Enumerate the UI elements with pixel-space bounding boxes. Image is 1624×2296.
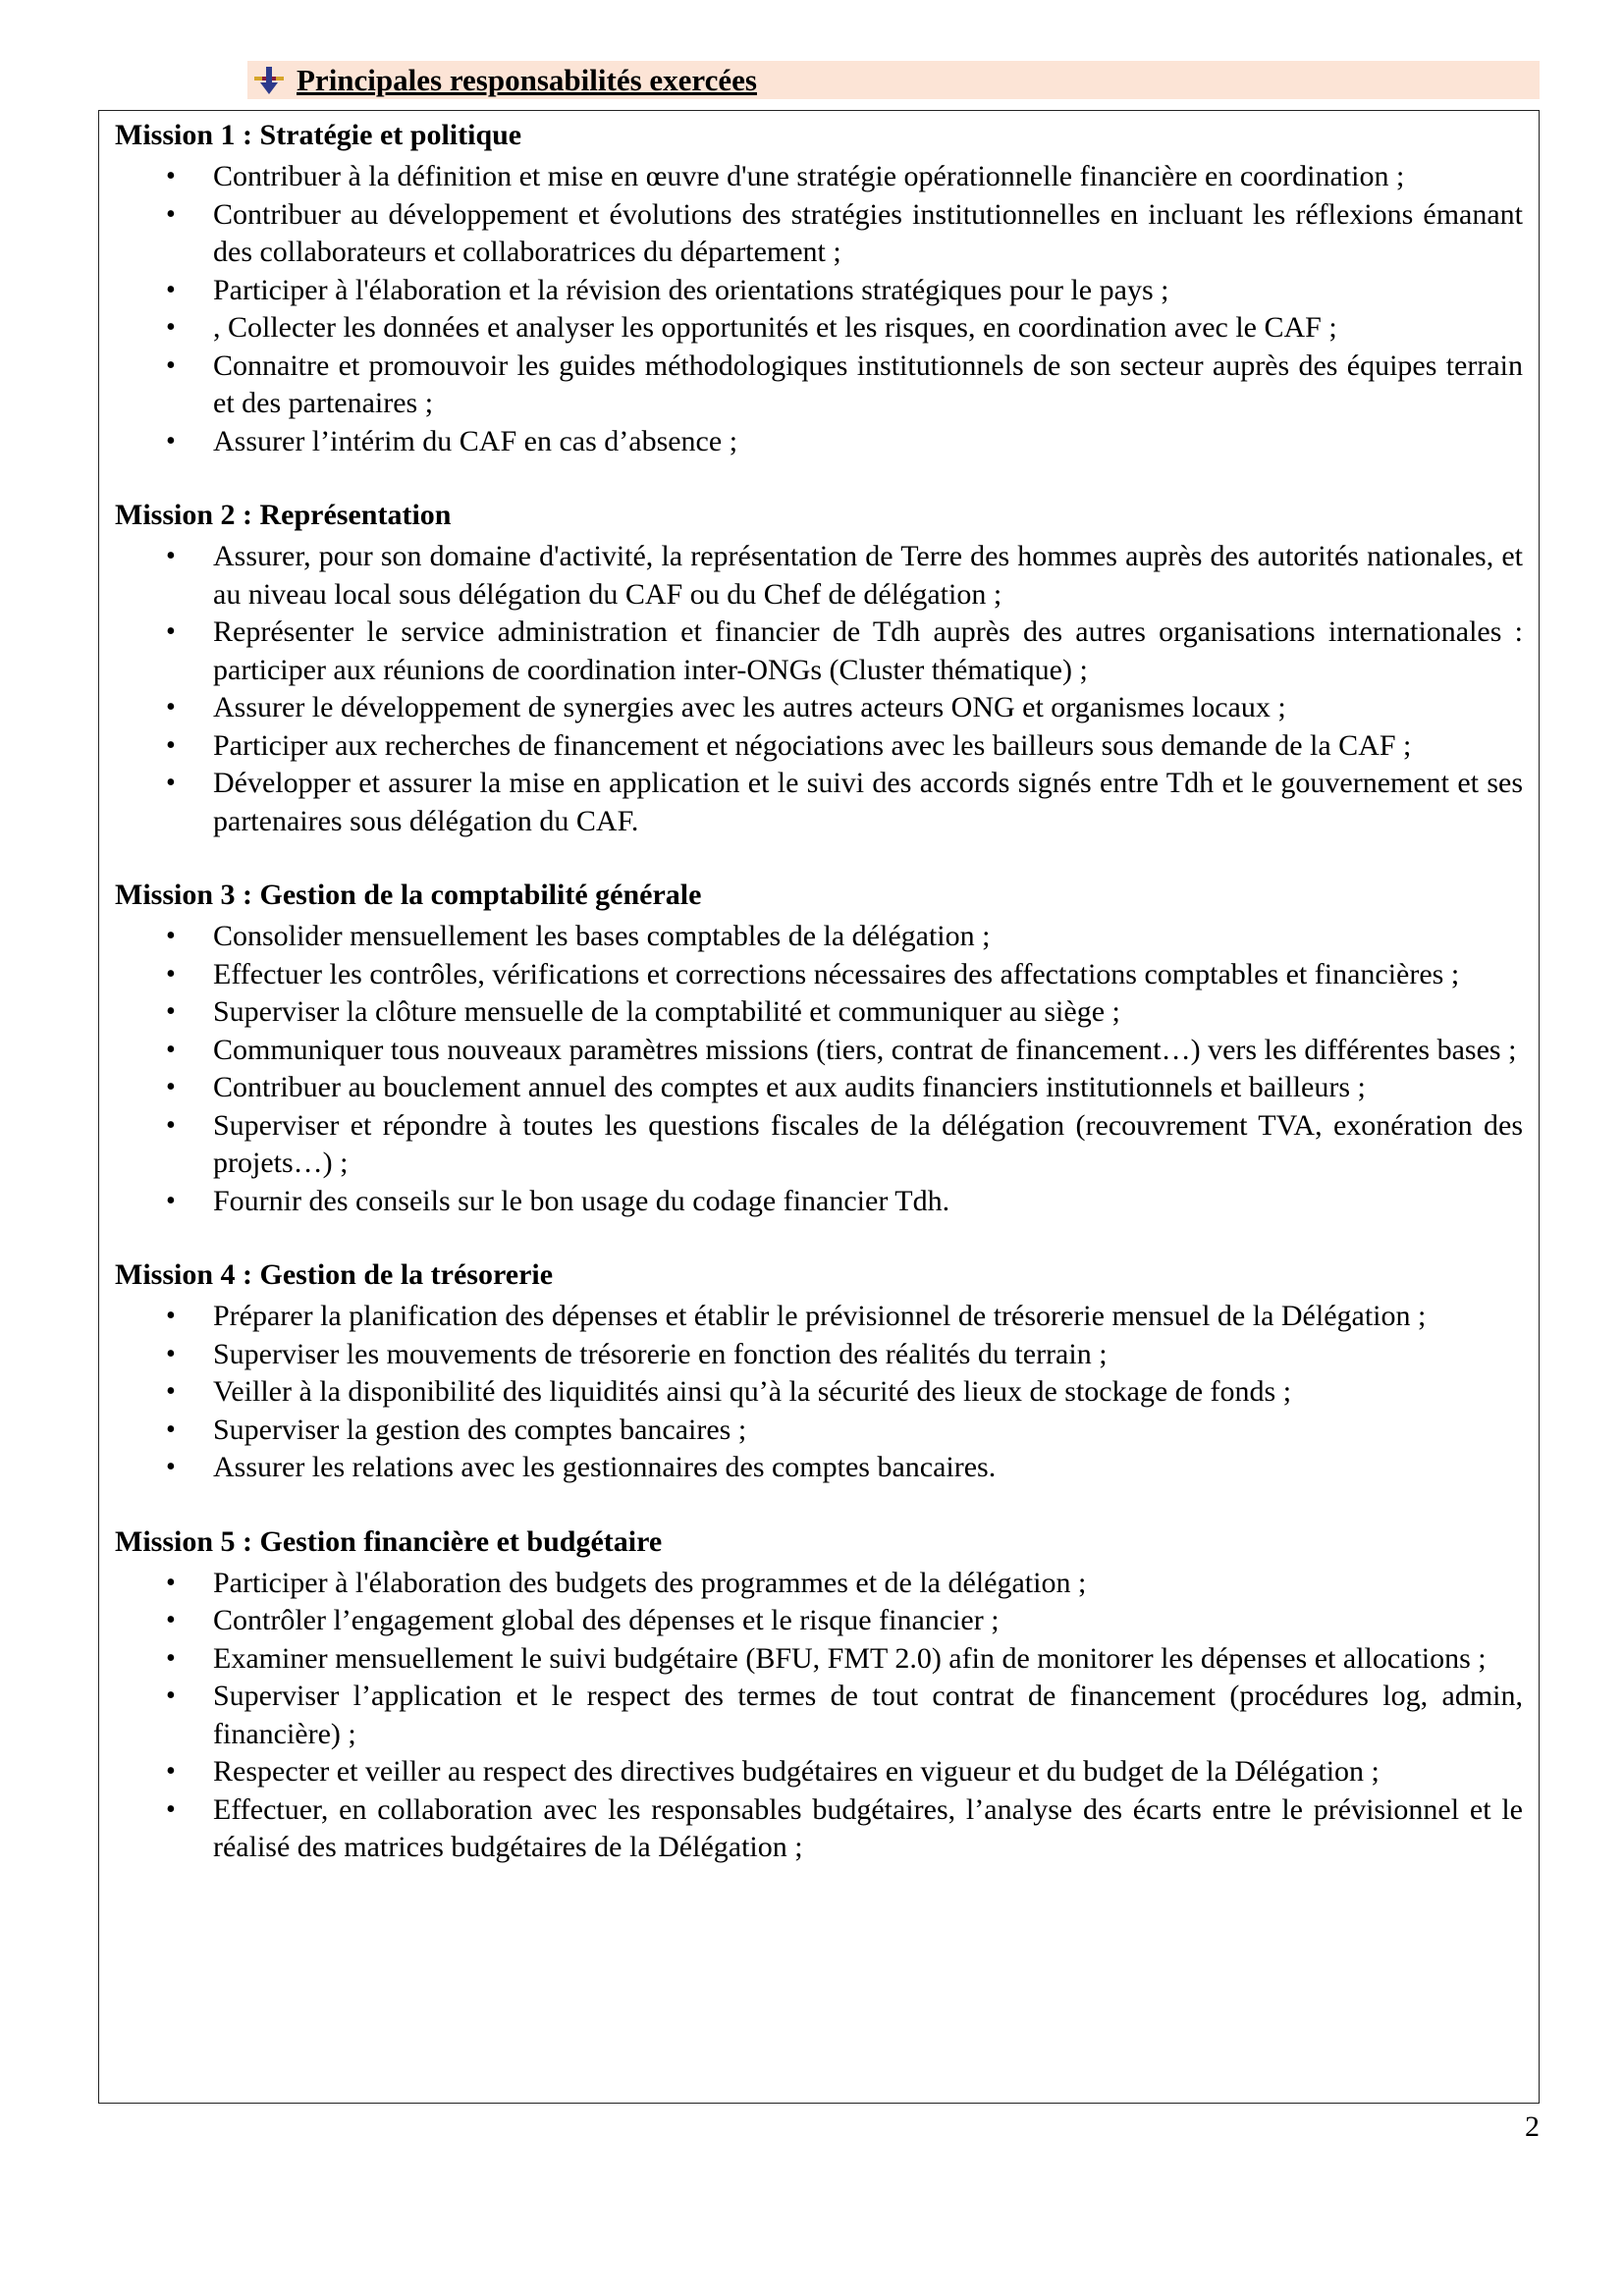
list-item: • Consolider mensuellement les bases comptables de la délégation ; xyxy=(115,918,1523,956)
list-item: • Superviser les mouvements de trésorerie en fonction des réalités du terrain ; xyxy=(115,1336,1523,1374)
mission-item-list xyxy=(115,158,1523,460)
list-item: • Superviser et répondre à toutes les questions fiscales de la délégation (recouvrement TVA, exonération des projets…) ; xyxy=(115,1107,1523,1183)
list-item: • Effectuer, en collaboration avec les responsables budgétaires, l’analyse des écarts entre le prévisionnel et le réalisé des matrices budgétaires de la Délégation ; xyxy=(115,1791,1523,1867)
list-item: • , Collecter les données et analyser les opportunités et les risques, en coordination avec le CAF ; xyxy=(115,309,1523,347)
list-item: • Contribuer au bouclement annuel des comptes et aux audits financiers institutionnels et bailleurs ; xyxy=(115,1069,1523,1107)
list-item: • Contribuer à la définition et mise en œuvre d'une stratégie opérationnelle financière en coordination ; xyxy=(115,158,1523,196)
mission-title: Mission 4 : Gestion de la trésorerie xyxy=(115,1258,554,1291)
list-item: • Contrôler l’engagement global des dépenses et le risque financier ; xyxy=(115,1602,1523,1640)
list-item: • Assurer, pour son domaine d'activité, la représentation de Terre des hommes auprès des autorités nationales, et au niveau local sous délégation du CAF ou du Chef de délégation ; xyxy=(115,538,1523,614)
list-item: • Participer à l'élaboration et la révision des orientations stratégiques pour le pays ; xyxy=(115,272,1523,310)
mission-item-list xyxy=(115,1298,1523,1487)
mission-section xyxy=(115,1256,1523,1487)
down-arrow-bullet-icon xyxy=(251,65,287,96)
mission-title: Mission 1 : Stratégie et politique xyxy=(115,119,522,151)
list-item: • Veiller à la disponibilité des liquidités ainsi qu’à la sécurité des lieux de stockage de fonds ; xyxy=(115,1373,1523,1412)
list-item: • Assurer le développement de synergies avec les autres acteurs ONG et organismes locaux ; xyxy=(115,689,1523,727)
responsibilities-box xyxy=(98,110,1540,2104)
mission-item-list xyxy=(115,918,1523,1220)
mission-section xyxy=(115,877,1523,1220)
mission-section xyxy=(115,1523,1523,1867)
mission-section xyxy=(115,497,1523,840)
mission-item-list xyxy=(115,1565,1523,1867)
list-item: • Examiner mensuellement le suivi budgétaire (BFU, FMT 2.0) afin de monitorer les dépenses et allocations ; xyxy=(115,1640,1523,1679)
mission-item-list xyxy=(115,538,1523,840)
list-item: • Superviser la clôture mensuelle de la comptabilité et communiquer au siège ; xyxy=(115,993,1523,1032)
list-item: • Participer aux recherches de financement et négociations avec les bailleurs sous demande de la CAF ; xyxy=(115,727,1523,766)
list-item: • Participer à l'élaboration des budgets des programmes et de la délégation ; xyxy=(115,1565,1523,1603)
list-item: • Effectuer les contrôles, vérifications et corrections nécessaires des affectations comptables et financières ; xyxy=(115,956,1523,994)
mission-title: Mission 3 : Gestion de la comptabilité générale xyxy=(115,879,702,911)
list-item: • Respecter et veiller au respect des directives budgétaires en vigueur et du budget de la Délégation ; xyxy=(115,1753,1523,1791)
list-item: • Superviser l’application et le respect des termes de tout contrat de financement (procédures log, admin, financière) ; xyxy=(115,1678,1523,1753)
list-item: • Assurer l’intérim du CAF en cas d’absence ; xyxy=(115,423,1523,461)
page-number: 2 xyxy=(1525,2110,1540,2143)
list-item: • Connaitre et promouvoir les guides méthodologiques institutionnels de son secteur auprès des équipes terrain et des partenaires ; xyxy=(115,347,1523,423)
list-item: • Superviser la gestion des comptes bancaires ; xyxy=(115,1412,1523,1450)
section-heading xyxy=(247,61,1540,99)
mission-title: Mission 5 : Gestion financière et budgétaire xyxy=(115,1524,663,1558)
list-item: • Représenter le service administration et financier de Tdh auprès des autres organisations internationales : participer aux réunions de coordination inter-ONGs (Cluster thématique) ; xyxy=(115,614,1523,689)
list-item: • Assurer les relations avec les gestionnaires des comptes bancaires. xyxy=(115,1449,1523,1487)
list-item: • Développer et assurer la mise en application et le suivi des accords signés entre Tdh et le gouvernement et ses partenaires sous délégation du CAF. xyxy=(115,765,1523,840)
list-item: • Communiquer tous nouveaux paramètres missions (tiers, contrat de financement…) vers les différentes bases ; xyxy=(115,1032,1523,1070)
mission-section xyxy=(115,117,1523,460)
list-item: • Préparer la planification des dépenses et établir le prévisionnel de trésorerie mensuel de la Délégation ; xyxy=(115,1298,1523,1336)
list-item: • Fournir des conseils sur le bon usage du codage financier Tdh. xyxy=(115,1183,1523,1221)
section-heading-text: Principales responsabilités exercées xyxy=(297,63,757,97)
list-item: • Contribuer au développement et évolutions des stratégies institutionnelles en incluant les réflexions émanant des collaborateurs et collaboratrices du département ; xyxy=(115,196,1523,272)
mission-title: Mission 2 : Représentation xyxy=(115,499,452,531)
